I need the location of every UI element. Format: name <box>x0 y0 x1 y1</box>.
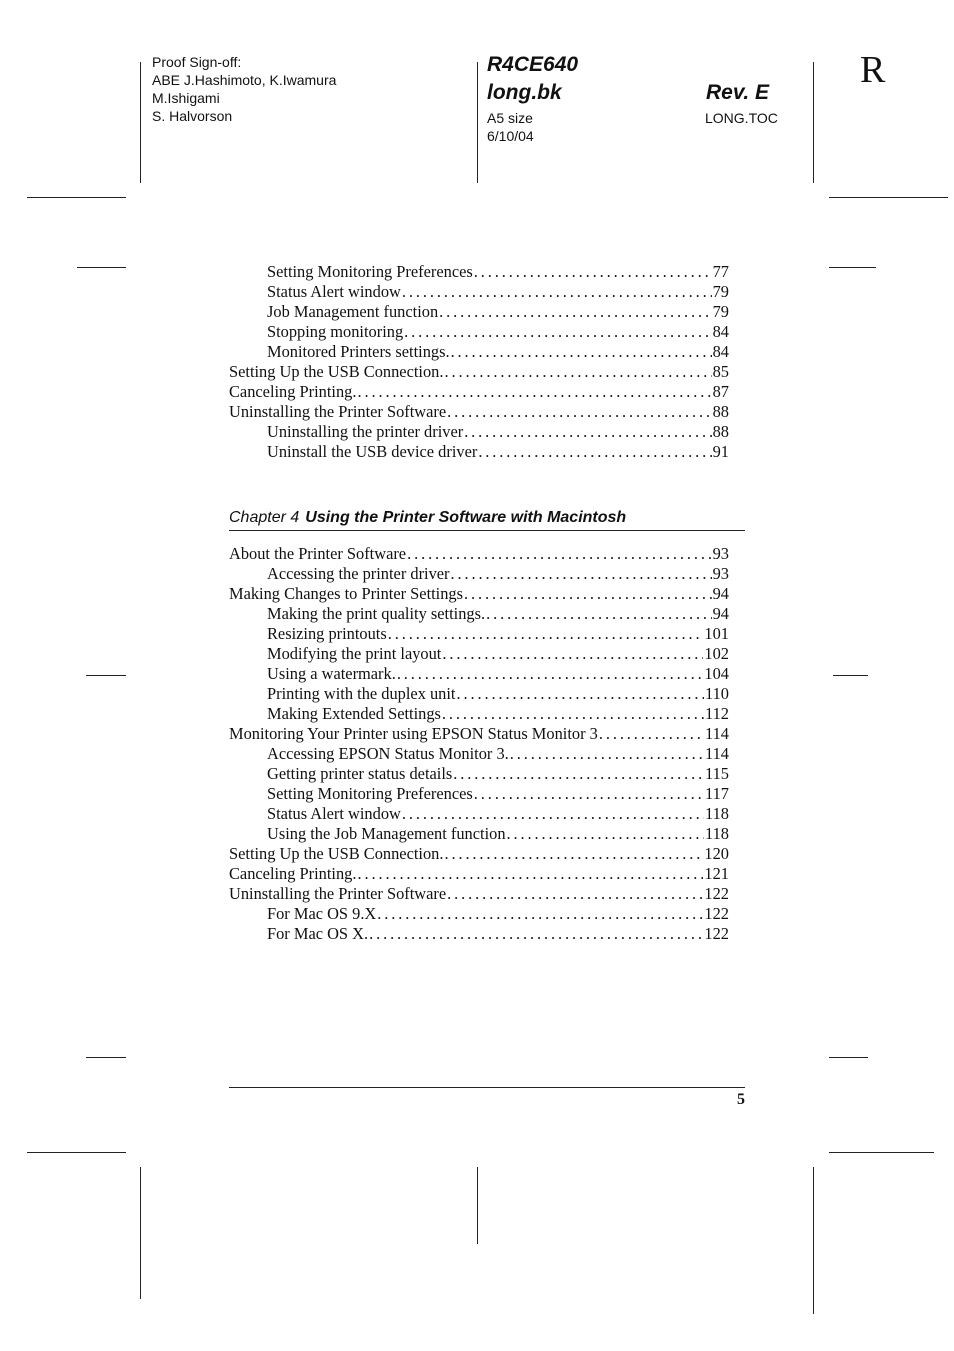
crop-mark-horizontal <box>77 267 126 268</box>
toc-entry-page: 122 <box>704 884 729 903</box>
dot-leader <box>402 804 704 824</box>
toc-entry-title: Canceling Printing. <box>229 864 357 883</box>
toc-entry-title: Setting Up the USB Connection. <box>229 844 444 863</box>
toc-entry-title: Canceling Printing. <box>229 382 357 401</box>
dot-leader <box>402 282 712 302</box>
crop-mark-horizontal <box>86 1057 126 1058</box>
toc-entry-page: 122 <box>704 924 729 943</box>
crop-mark-horizontal <box>829 197 948 198</box>
toc-entry-page: 93 <box>712 544 729 563</box>
crop-mark-vertical <box>140 1167 141 1299</box>
toc-entry-page: 79 <box>712 282 729 301</box>
dot-leader <box>444 362 711 382</box>
toc-entry[interactable] <box>229 544 729 564</box>
proof-line: ABE J.Hashimoto, K.Iwamura <box>152 72 337 88</box>
dot-leader <box>474 784 704 804</box>
toc-entry-page: 102 <box>704 644 729 663</box>
dot-leader <box>486 604 712 624</box>
toc-entry-title: For Mac OS 9.X <box>267 904 377 923</box>
dot-leader <box>464 422 711 442</box>
toc-entry-title: Uninstall the USB device driver <box>267 442 478 461</box>
toc-entry[interactable] <box>229 604 729 624</box>
dot-leader <box>388 624 704 644</box>
doc-file: long.bk <box>487 81 562 104</box>
footer-rule <box>229 1087 745 1088</box>
dot-leader <box>447 884 703 904</box>
toc-entry-title: Modifying the print layout <box>267 644 442 663</box>
toc-entry-title: Making the print quality settings. <box>267 604 486 623</box>
toc-entry-page: 79 <box>712 302 729 321</box>
toc-entry-title: For Mac OS X. <box>267 924 369 943</box>
toc-entry-page: 91 <box>712 442 729 461</box>
dot-leader <box>407 544 712 564</box>
crop-mark-horizontal <box>829 267 876 268</box>
proof-signoff <box>152 53 336 125</box>
toc-entry-title: Making Changes to Printer Settings <box>229 584 464 603</box>
toc-entry[interactable] <box>229 644 729 664</box>
toc-entry-page: 104 <box>704 664 729 683</box>
toc-entry-page: 117 <box>705 784 729 803</box>
dot-leader <box>474 262 712 282</box>
toc-list-top <box>229 262 729 462</box>
toc-entry-page: 120 <box>704 844 729 863</box>
dot-leader <box>397 664 704 684</box>
toc-entry[interactable] <box>229 744 729 764</box>
doc-date: 6/10/04 <box>487 128 534 144</box>
toc-entry-title: Stopping monitoring <box>267 322 404 341</box>
toc-entry-title: Status Alert window <box>267 804 401 823</box>
toc-entry-page: 101 <box>704 624 729 643</box>
toc-entry-title: Using the Job Management function <box>267 824 506 843</box>
toc-entry[interactable] <box>229 924 729 944</box>
crop-mark-vertical <box>140 62 141 183</box>
crop-mark-vertical <box>813 1167 814 1314</box>
dot-leader <box>404 322 711 342</box>
toc-entry[interactable] <box>229 724 729 744</box>
dot-leader <box>377 904 703 924</box>
proof-line: Proof Sign-off: <box>152 54 242 70</box>
dot-leader <box>442 704 704 724</box>
toc-entry-page: 93 <box>712 564 729 583</box>
toc-entry[interactable] <box>229 844 729 864</box>
dot-leader <box>464 584 712 604</box>
toc-entry[interactable] <box>229 804 729 824</box>
chapter-heading <box>229 508 745 531</box>
toc-entry-page: 118 <box>705 824 729 843</box>
chapter-label: Chapter 4 <box>229 509 300 526</box>
toc-entry[interactable] <box>229 584 729 604</box>
dot-leader <box>442 644 703 664</box>
dot-leader <box>507 824 704 844</box>
toc-entry[interactable] <box>229 282 729 302</box>
toc-entry-page: 87 <box>712 382 729 401</box>
toc-entry[interactable] <box>229 864 729 884</box>
toc-entry[interactable] <box>229 884 729 904</box>
toc-entry[interactable] <box>229 684 729 704</box>
dot-leader <box>439 302 711 322</box>
toc-entry-page: 110 <box>705 684 729 703</box>
toc-entry-page: 122 <box>704 904 729 923</box>
dot-leader <box>451 564 712 584</box>
proof-line: S. Halvorson <box>152 108 233 124</box>
toc-entry-page: 85 <box>712 362 729 381</box>
toc-entry-title: Monitoring Your Printer using EPSON Status Monitor 3 <box>229 724 598 743</box>
toc-entry-title: Monitored Printers settings. <box>267 342 450 361</box>
toc-list-chapter4 <box>229 544 729 944</box>
toc-entry[interactable] <box>229 422 729 442</box>
crop-mark-horizontal <box>829 1057 868 1058</box>
toc-entry-page: 77 <box>712 262 729 281</box>
toc-entry-title: Making Extended Settings <box>267 704 441 723</box>
toc-entry[interactable] <box>229 342 729 362</box>
corner-mark: R <box>860 49 886 91</box>
toc-entry[interactable] <box>229 664 729 684</box>
toc-entry-page: 114 <box>705 724 729 743</box>
toc-entry-page: 115 <box>705 764 729 783</box>
proof-line: M.Ishigami <box>152 90 220 106</box>
toc-entry-page: 112 <box>705 704 729 723</box>
crop-mark-vertical <box>477 1167 478 1244</box>
dot-leader <box>510 744 704 764</box>
toc-entry[interactable] <box>229 442 729 462</box>
crop-mark-horizontal <box>829 1152 934 1153</box>
toc-entry[interactable] <box>229 322 729 342</box>
toc-entry[interactable] <box>229 784 729 804</box>
toc-entry-title: Job Management function <box>267 302 439 321</box>
crop-mark-horizontal <box>86 675 126 676</box>
toc-entry-title: Accessing the printer driver <box>267 564 450 583</box>
toc-entry[interactable] <box>229 624 729 644</box>
paper-size: A5 size <box>487 110 533 126</box>
toc-entry-page: 84 <box>712 342 729 361</box>
toc-entry-title: Status Alert window <box>267 282 401 301</box>
toc-entry-title: Accessing EPSON Status Monitor 3. <box>267 744 509 763</box>
crop-mark-vertical <box>813 62 814 183</box>
dot-leader <box>357 864 703 884</box>
toc-entry-title: About the Printer Software <box>229 544 407 563</box>
dot-leader <box>369 924 703 944</box>
toc-entry[interactable] <box>229 764 729 784</box>
toc-entry-title: Setting Monitoring Preferences <box>267 784 473 803</box>
toc-entry[interactable] <box>229 402 729 422</box>
dot-leader <box>453 764 704 784</box>
toc-entry-title: Using a watermark. <box>267 664 396 683</box>
doc-code: R4CE640 <box>487 53 579 76</box>
toc-entry-title: Resizing printouts <box>267 624 387 643</box>
dot-leader <box>357 382 711 402</box>
toc-entry[interactable] <box>229 564 729 584</box>
toc-entry[interactable] <box>229 824 729 844</box>
dot-leader <box>451 342 712 362</box>
crop-mark-horizontal <box>27 1152 126 1153</box>
toc-entry-title: Printing with the duplex unit <box>267 684 456 703</box>
toc-entry-page: 121 <box>704 864 729 883</box>
toc-entry[interactable] <box>229 704 729 724</box>
toc-entry-page: 94 <box>712 604 729 623</box>
toc-entry[interactable] <box>229 904 729 924</box>
toc-entry-page: 84 <box>712 322 729 341</box>
toc-entry-page: 88 <box>712 422 729 441</box>
page-number: 5 <box>737 1091 745 1108</box>
toc-entry[interactable] <box>229 362 729 382</box>
crop-mark-horizontal <box>833 675 868 676</box>
toc-entry[interactable] <box>229 302 729 322</box>
dot-leader <box>599 724 704 744</box>
chapter-title: Using the Printer Software with Macintosh <box>305 509 627 526</box>
toc-entry-page: 118 <box>705 804 729 823</box>
toc-entry-title: Uninstalling the Printer Software <box>229 884 447 903</box>
dot-leader <box>444 844 703 864</box>
toc-entry-title: Setting Monitoring Preferences <box>267 262 473 281</box>
toc-entry-title: Uninstalling the Printer Software <box>229 402 447 421</box>
toc-entry-page: 88 <box>712 402 729 421</box>
toc-entry-page: 114 <box>705 744 729 763</box>
revision: Rev. E <box>706 81 770 104</box>
dot-leader <box>447 402 711 422</box>
toc-entry-title: Getting printer status details <box>267 764 453 783</box>
crop-mark-horizontal <box>27 197 126 198</box>
dot-leader <box>456 684 704 704</box>
toc-entry-title: Uninstalling the printer driver <box>267 422 464 441</box>
toc-entry[interactable] <box>229 382 729 402</box>
crop-mark-vertical <box>477 62 478 183</box>
dot-leader <box>478 442 711 462</box>
doc-filename: LONG.TOC <box>705 110 778 126</box>
toc-entry[interactable] <box>229 262 729 282</box>
toc-entry-title: Setting Up the USB Connection. <box>229 362 444 381</box>
toc-entry-page: 94 <box>712 584 729 603</box>
